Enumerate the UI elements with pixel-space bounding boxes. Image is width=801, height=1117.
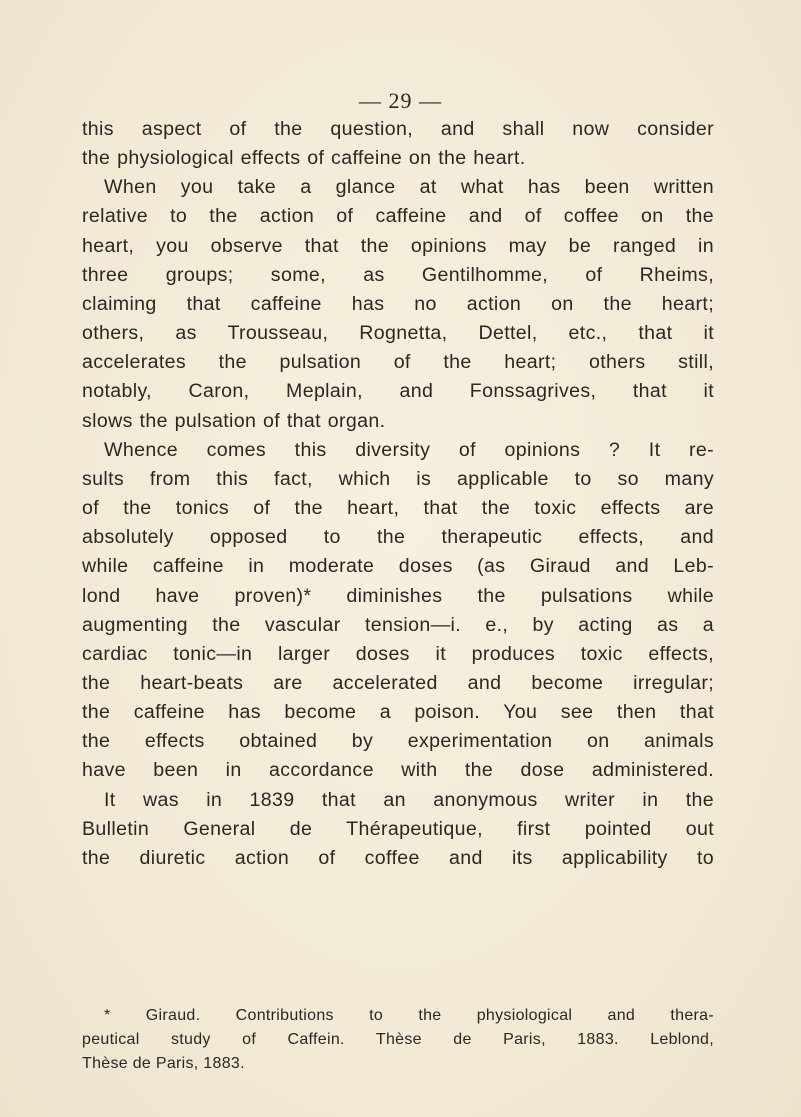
text-line: When you take a glance at what has been written (104, 176, 714, 199)
text-line: of the tonics of the heart, that the toxic effects are (82, 497, 714, 520)
text-line: the effects obtained by experimentation on animals (82, 730, 714, 753)
text-line: slows the pulsation of that organ. (82, 409, 386, 432)
footnote-line: Thèse de Paris, 1883. (82, 1055, 245, 1072)
text-line: the caffeine has become a poison. You see then that (82, 701, 714, 724)
footnote-line: peutical study of Caffein. Thèse de Paris, 1883. Leblond, (82, 1031, 714, 1048)
text-line: this aspect of the question, and shall now consider (82, 118, 714, 140)
text-line: claiming that caffeine has no action on the heart; (82, 292, 714, 315)
text-line: absolutely opposed to the therapeutic effects, and (82, 526, 714, 549)
text-line: augmenting the vascular tension—i. e., by acting as a (82, 613, 714, 636)
text-line: three groups; some, as Gentilhomme, of Rheims, (82, 263, 714, 286)
text-line: accelerates the pulsation of the heart; others still, (82, 351, 714, 374)
text-line: It was in 1839 that an anonymous writer in the (104, 788, 714, 811)
text-line: others, as Trousseau, Rognetta, Dettel, etc., that it (82, 322, 714, 345)
text-line: the diuretic action of coffee and its applicability to (82, 846, 714, 869)
body-text (82, 115, 714, 873)
footnote (82, 1004, 714, 1076)
text-line: while caffeine in moderate doses (as Giraud and Leb- (82, 555, 714, 578)
text-line: notably, Caron, Meplain, and Fonssagrives, that it (82, 380, 714, 403)
page-number: — 29 — (359, 88, 442, 113)
text-line: heart, you observe that the opinions may be ranged in (82, 234, 714, 257)
footnote-line: * Giraud. Contributions to the physiological and thera- (104, 1007, 714, 1024)
text-line: sults from this fact, which is applicable to so many (82, 467, 714, 490)
text-line: the physiological effects of caffeine on the heart. (82, 147, 526, 170)
text-line: relative to the action of caffeine and of coffee on the (82, 205, 714, 228)
text-line: Bulletin General de Thérapeutique, first pointed out (82, 817, 714, 840)
text-line: the heart-beats are accelerated and become irregular; (82, 671, 714, 694)
text-line: lond have proven)* diminishes the pulsations while (82, 584, 714, 607)
text-line: cardiac tonic—in larger doses it produces toxic effects, (82, 642, 714, 665)
text-line: Whence comes this diversity of opinions ? It re- (104, 438, 714, 461)
text-line: have been in accordance with the dose administered. (82, 759, 714, 782)
